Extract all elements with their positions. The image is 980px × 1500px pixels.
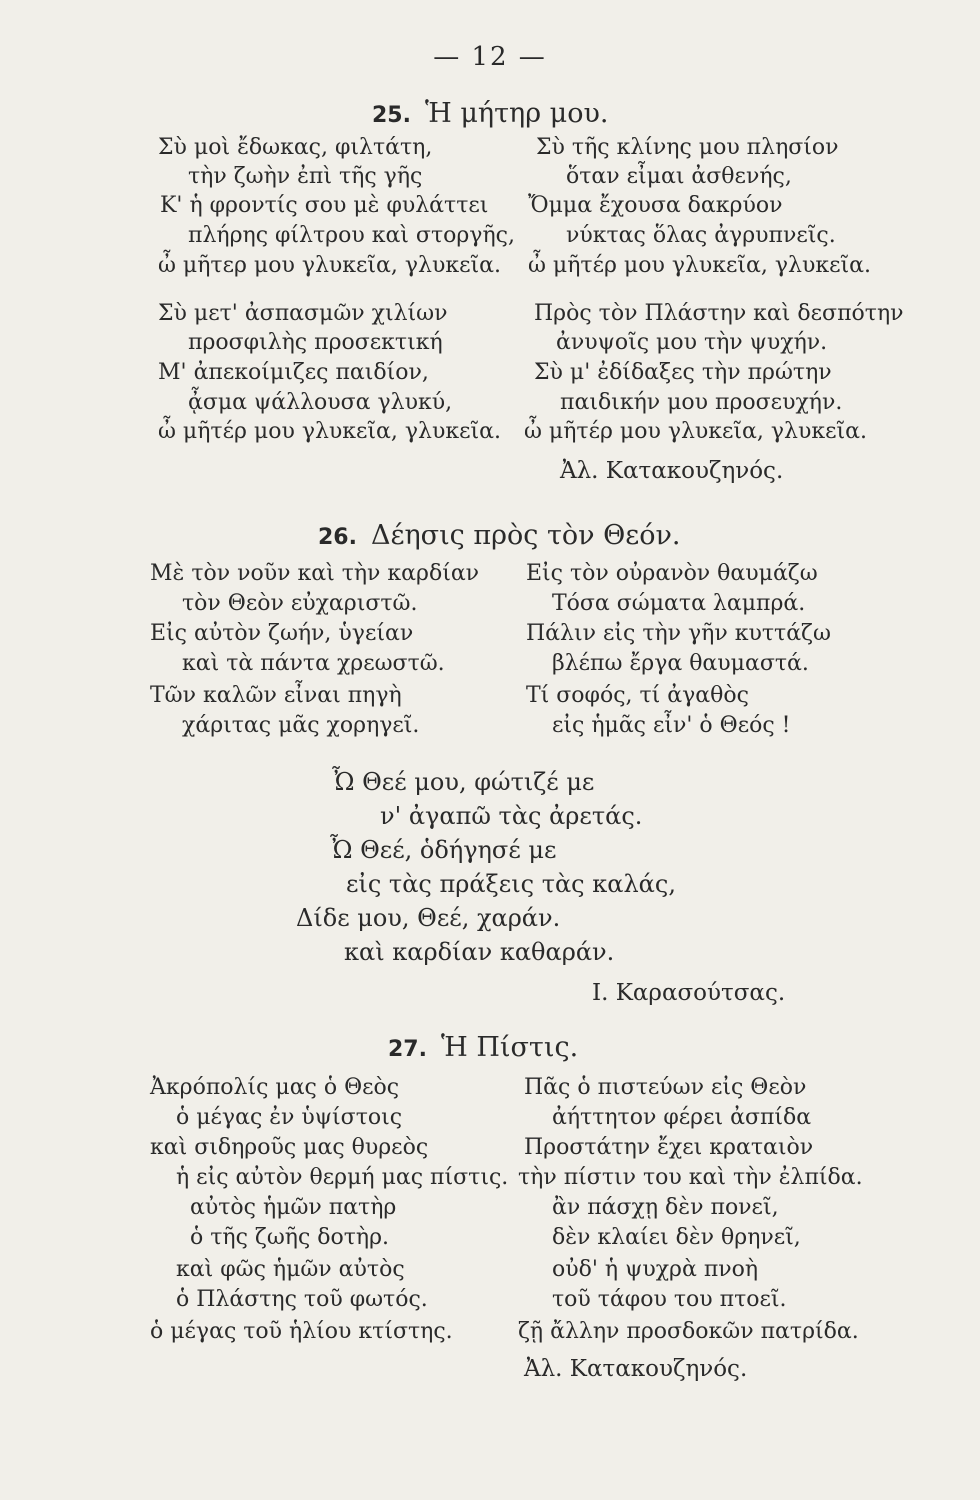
refrain-line: ν' ἀγαπῶ τὰς ἀρετάς. xyxy=(380,802,643,830)
verse-line: Τόσα σώματα λαμπρά. xyxy=(552,591,806,616)
verse-line: Τί σοφός, τί ἀγαθὸς xyxy=(526,683,749,708)
verse-line: Κ' ἡ φροντίς σου μὲ φυλάττει xyxy=(160,193,489,218)
verse-line: ἀήττητον φέρει ἀσπίδα xyxy=(552,1105,812,1130)
verse-line: Σὺ τῆς κλίνης μου πλησίον xyxy=(536,135,839,160)
verse-line: χάριτας μᾶς χορηγεῖ. xyxy=(182,713,420,738)
poem-title: Δέησις πρὸς τὸν Θεόν. xyxy=(370,520,681,551)
verse-line: δὲν κλαίει δὲν θρηνεῖ, xyxy=(552,1225,801,1250)
poem-27-author: Ἀλ. Κατακουζηνός. xyxy=(524,1356,748,1382)
verse-line: ὦ μῆτερ μου γλυκεῖα, γλυκεῖα. xyxy=(158,253,501,278)
verse-line: εἰς ἡμᾶς εἶν' ὁ Θεός ! xyxy=(552,713,791,738)
verse-line: νύκτας ὅλας ἀγρυπνεῖς. xyxy=(566,223,836,248)
poem-26-author: Ι. Καρασούτσας. xyxy=(592,980,786,1006)
verse-line: ἂν πάσχῃ δὲν πονεῖ, xyxy=(552,1195,779,1220)
verse-line: Πᾶς ὁ πιστεύων εἰς Θεὸν xyxy=(524,1075,807,1100)
refrain-line: εἰς τὰς πράξεις τὰς καλάς, xyxy=(346,870,676,898)
verse-line: Σὺ μοὶ ἔδωκας, φιλτάτη, xyxy=(158,135,433,160)
verse-line: Προστάτην ἔχει κραταιὸν xyxy=(524,1135,814,1160)
poem-27-heading xyxy=(388,1032,578,1063)
verse-line: Σὺ μ' ἐδίδαξες τὴν πρώτην xyxy=(534,360,832,385)
poem-title: Ἡ Πίστις. xyxy=(440,1032,579,1063)
verse-line: ἡ εἰς αὐτὸν θερμή μας πίστις. xyxy=(176,1165,509,1190)
verse-line: τὸν Θεὸν εὐχαριστῶ. xyxy=(182,591,418,616)
verse-line: Ὄμμα ἔχουσα δακρύον xyxy=(528,193,783,218)
verse-line: ὦ μῆτέρ μου γλυκεῖα, γλυκεῖα. xyxy=(158,419,501,444)
page-number: — 12 — xyxy=(433,42,547,72)
verse-line: πλήρης φίλτρου καὶ στοργῆς, xyxy=(188,223,515,248)
refrain-line: Δίδε μου, Θεέ, χαράν. xyxy=(296,904,561,932)
verse-line: Μ' ἀπεκοίμιζες παιδίον, xyxy=(158,360,429,385)
poem-25-heading xyxy=(372,98,608,129)
verse-line: βλέπω ἔργα θαυμαστά. xyxy=(552,651,809,676)
verse-line: Σὺ μετ' ἀσπασμῶν χιλίων xyxy=(158,301,448,326)
verse-line: Πρὸς τὸν Πλάστην καὶ δεσπότην xyxy=(534,301,904,326)
verse-line: Εἰς τὸν οὐρανὸν θαυμάζω xyxy=(526,561,818,586)
verse-line: ὁ μέγας τοῦ ἡλίου κτίστης. xyxy=(150,1319,453,1344)
verse-line: Μὲ τὸν νοῦν καὶ τὴν καρδίαν xyxy=(150,561,480,586)
poem-number: 25. xyxy=(372,103,411,128)
verse-line: καὶ φῶς ἡμῶν αὐτὸς xyxy=(176,1257,405,1282)
refrain-line: καὶ καρδίαν καθαράν. xyxy=(344,938,615,966)
verse-line: ὅταν εἶμαι ἀσθενής, xyxy=(566,164,792,189)
verse-line: ὁ Πλάστης τοῦ φωτός. xyxy=(176,1287,428,1312)
verse-line: παιδικήν μου προσευχήν. xyxy=(560,390,843,415)
verse-line: ὦ μῆτέρ μου γλυκεῖα, γλυκεῖα. xyxy=(524,419,867,444)
verse-line: τὴν ζωὴν ἐπὶ τῆς γῆς xyxy=(188,164,423,189)
poem-25-author: Ἀλ. Κατακουζηνός. xyxy=(560,458,784,484)
poem-26-heading xyxy=(318,520,681,551)
verse-line: οὐδ' ἡ ψυχρὰ πνοὴ xyxy=(552,1257,759,1282)
poem-number: 26. xyxy=(318,525,357,550)
verse-line: ὁ τῆς ζωῆς δοτὴρ. xyxy=(190,1225,390,1250)
verse-line: τοῦ τάφου του πτοεῖ. xyxy=(552,1287,787,1312)
verse-line: αὐτὸς ἡμῶν πατὴρ xyxy=(190,1195,397,1220)
verse-line: Τῶν καλῶν εἶναι πηγὴ xyxy=(150,683,402,708)
poem-number: 27. xyxy=(388,1037,427,1062)
verse-line: Ἀκρόπολίς μας ὁ Θεὸς xyxy=(150,1075,400,1100)
verse-line: Πάλιν εἰς τὴν γῆν κυττάζω xyxy=(526,621,831,646)
refrain-line: Ὦ Θεέ μου, φώτιζέ με xyxy=(332,768,595,796)
poem-title: Ἡ μήτηρ μου. xyxy=(424,98,609,129)
verse-line: προσφιλὴς προσεκτική xyxy=(188,330,443,355)
verse-line: τὴν πίστιν του καὶ τὴν ἐλπίδα. xyxy=(518,1165,863,1190)
verse-line: Εἰς αὐτὸν ζωήν, ὑγείαν xyxy=(150,621,414,646)
verse-line: καὶ σιδηροῦς μας θυρεὸς xyxy=(150,1135,429,1160)
verse-line: καὶ τὰ πάντα χρεωστῶ. xyxy=(182,651,445,676)
verse-line: ὦ μῆτέρ μου γλυκεῖα, γλυκεῖα. xyxy=(528,253,871,278)
refrain-line: Ὦ Θεέ, ὁδήγησέ με xyxy=(330,836,557,864)
verse-line: ὁ μέγας ἐν ὑψίστοις xyxy=(176,1105,403,1130)
verse-line: ᾆσμα ψάλλουσα γλυκύ, xyxy=(188,390,453,415)
verse-line: ζῇ ἄλλην προσδοκῶν πατρίδα. xyxy=(518,1319,859,1344)
verse-line: ἀνυψοῖς μου τὴν ψυχήν. xyxy=(556,330,828,355)
